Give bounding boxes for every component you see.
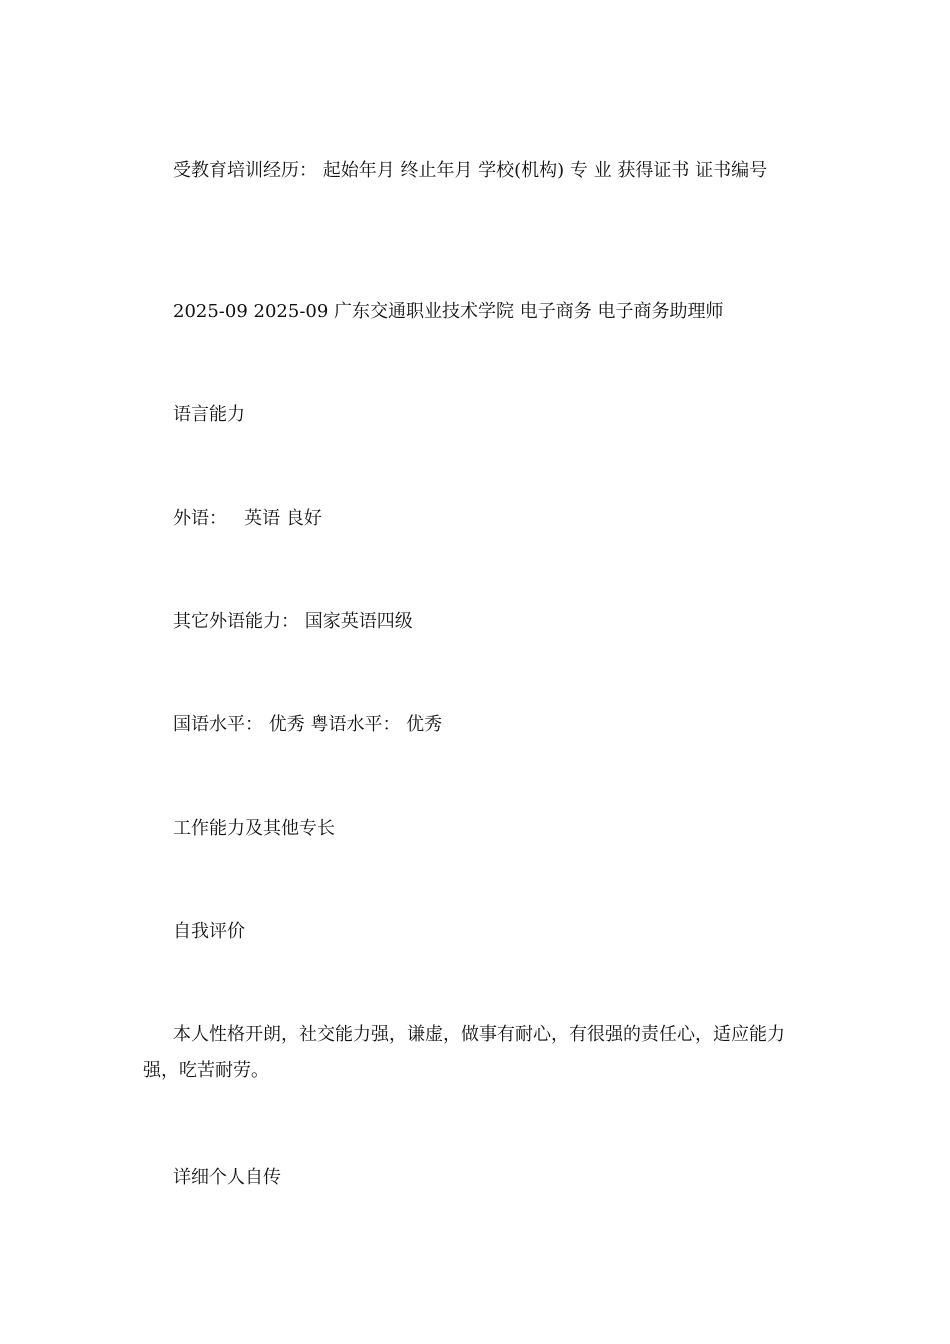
foreign-language-line: 外语： 英语 良好 xyxy=(173,508,322,529)
education-history-header: 受教育培训经历： 起始年月 终止年月 学校(机构) 专 业 获得证书 证书编号 xyxy=(173,160,768,181)
language-heading: 语言能力 xyxy=(173,404,245,425)
autobiography-heading: 详细个人自传 xyxy=(173,1167,281,1188)
self-evaluation-heading: 自我评价 xyxy=(173,921,245,942)
dialect-level-line: 国语水平： 优秀 粤语水平： 优秀 xyxy=(173,714,443,735)
education-entry: 2025-09 2025-09 广东交通职业技术学院 电子商务 电子商务助理师 xyxy=(173,301,724,322)
skills-heading: 工作能力及其他专长 xyxy=(173,818,335,839)
self-evaluation-text: 本人性格开朗，社交能力强，谦虚，做事有耐心，有很强的责任心，适应能力强，吃苦耐劳。 xyxy=(143,1024,785,1081)
other-language-line: 其它外语能力： 国家英语四级 xyxy=(173,611,413,632)
